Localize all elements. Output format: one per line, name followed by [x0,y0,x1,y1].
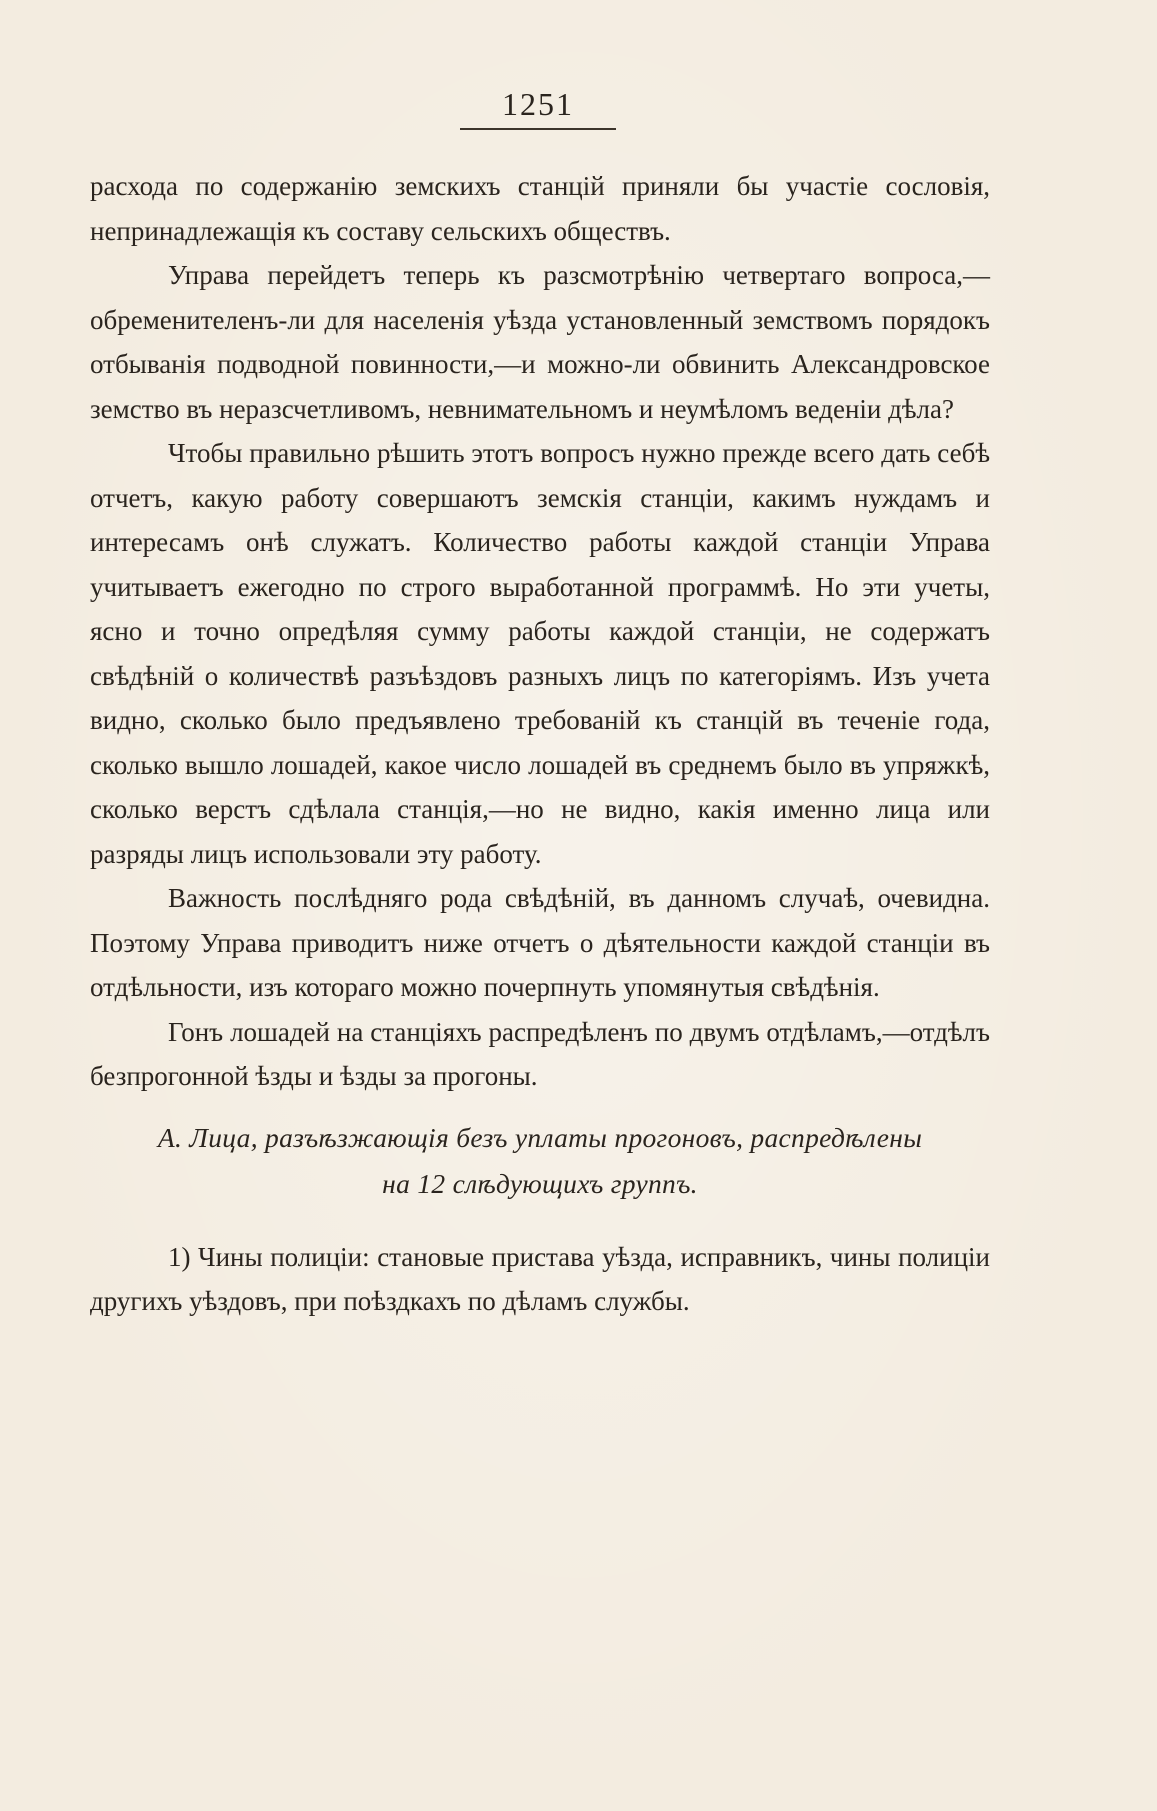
paragraph-5: Гонъ лошадей на станціяхъ распредѣленъ по двумъ отдѣламъ,—отдѣлъ безпрогонной ѣзды и ѣзды за прогоны. [90,1016,990,1091]
paragraph-4: Важность послѣдняго рода свѣдѣній, въ данномъ случаѣ, очевидна. Поэтому Управа приводитъ ниже отчетъ о дѣятельности каждой станціи въ отдѣльности, изъ котораго можно почерпнуть упомянутыя свѣдѣнія. [90,883,990,1002]
paragraph-2: Управа перейдетъ теперь къ разсмотрѣнію четвертаго вопроса,—обременителенъ-ли для населенія уѣзда установленный земствомъ порядокъ отбыванія подводной повинности,—и можно-ли обвинить Александровское земство въ неразсчетливомъ, невнимательномъ и неумѣломъ веденіи дѣла? [90,260,990,424]
page-number: 1251 [502,86,574,122]
page-header [460,84,616,130]
list-item-1: 1) Чины полиціи: становые пристава уѣзда, исправникъ, чины полиціи другихъ уѣздовъ, при поѣздкахъ по дѣламъ службы. [90,1241,990,1316]
header-rule [460,128,616,130]
main-text [90,164,990,1324]
section-heading [90,1115,990,1207]
paragraph-1: расхода по содержанію земскихъ станцій приняли бы участіе сословія, непринадлежащія къ составу сельскихъ обществъ. [90,171,990,246]
section-heading-line-1: А. Лица, разъѣзжающія безъ уплаты прогоновъ, распредѣлены [157,1121,923,1153]
paragraph-3: Чтобы правильно рѣшить этотъ вопросъ нужно прежде всего дать себѣ отчетъ, какую работу совершаютъ земскія станціи, какимъ нуждамъ и интересамъ онѣ служатъ. Количество работы каждой станціи Управа учитываетъ ежегодно по строго выработанной программѣ. Но эти учеты, ясно и точно опредѣляя сумму работы каждой станціи, не содержатъ свѣдѣній о количествѣ разъѣздовъ разныхъ лицъ по категоріямъ. Изъ учета видно, сколько было предъявлено требованій къ станцій въ теченіе года, сколько вышло лошадей, какое число лошадей въ среднемъ было въ упряжкѣ, сколько верстъ сдѣлала станція,—но не видно, какія именно лица или разряды лицъ использовали эту работу. [90,438,990,869]
section-heading-line-2: на 12 слѣдующихъ группъ. [382,1167,698,1199]
